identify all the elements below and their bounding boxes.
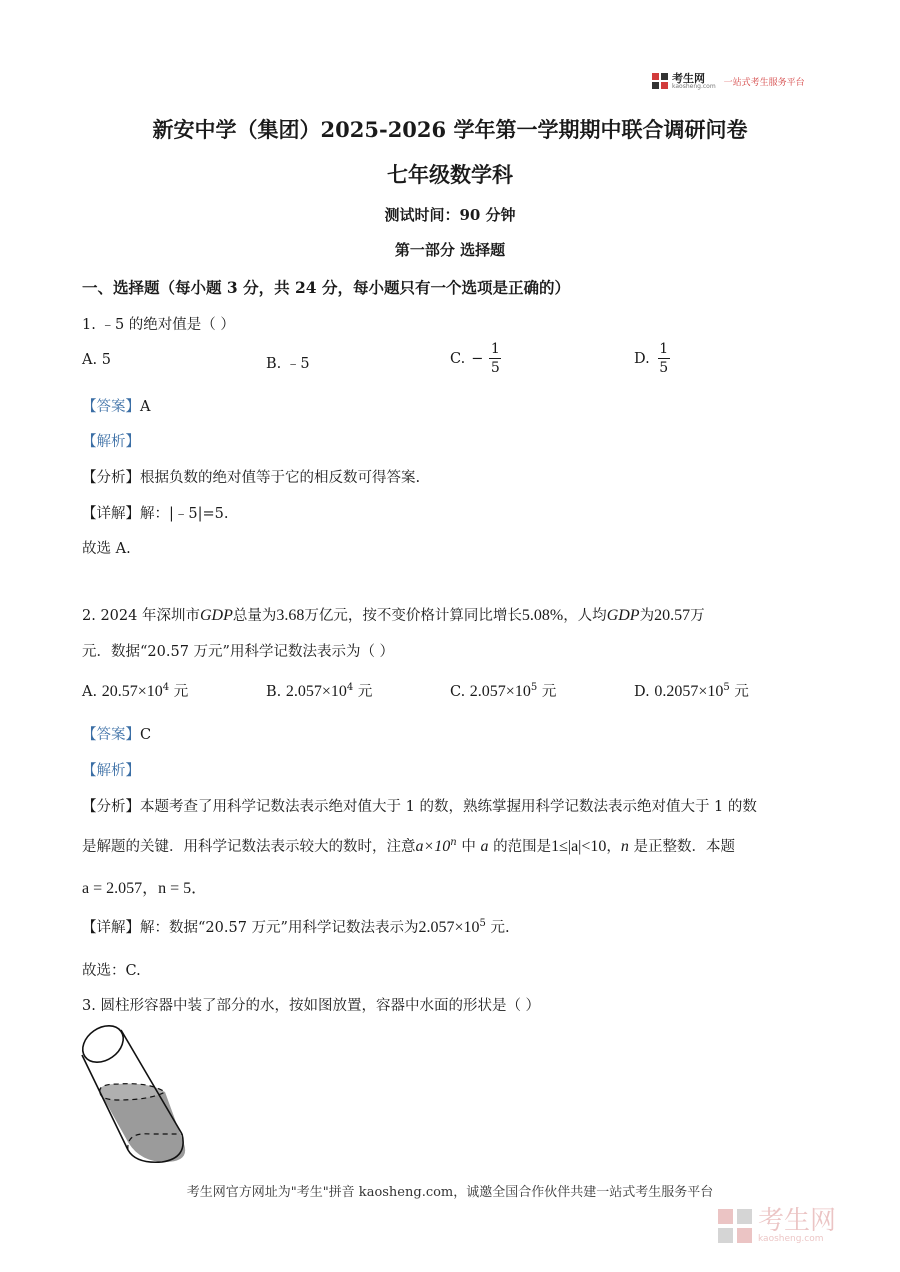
q2-fenxi-n: n — [450, 837, 457, 849]
q1-option-b: B. ﹣5 — [266, 356, 310, 372]
q2-fenxi-ax: a×10 — [415, 838, 451, 855]
xiangjie-tag: 【详解】 — [82, 920, 140, 936]
q2-stem-line2: 元．数据“20.57 万元”用科学记数法表示为（ ） — [82, 644, 395, 660]
q2-fenxi-a: a — [480, 838, 489, 855]
q2-option-d — [634, 680, 749, 701]
q2-value-3: 20.57 — [654, 607, 691, 624]
q2-option-c-unit: 元 — [541, 684, 557, 700]
fenxi-tag: 【分析】 — [82, 799, 140, 815]
q2-stem-d: ，人均 — [563, 608, 607, 624]
q1-answer-value: A — [140, 399, 151, 415]
q1-option-c-fraction — [489, 340, 501, 377]
q1-option-c — [450, 340, 501, 377]
q1-option-d — [634, 340, 670, 377]
q2-option-a — [82, 680, 188, 701]
q2-option-b-unit: 元 — [357, 684, 373, 700]
q1-option-c-denominator: 5 — [490, 360, 500, 376]
q1-option-c-sign: − — [471, 350, 484, 367]
q2-answer — [82, 723, 151, 744]
q2-option-c — [450, 680, 556, 701]
q1-option-d-label: D. — [634, 350, 650, 367]
q2-stem-a: 2. 2024 年深圳市 — [82, 608, 200, 624]
q1-analysis-tag: 【解析】 — [82, 434, 140, 450]
watermark-logo-icon — [718, 1209, 752, 1243]
brand-text — [672, 73, 716, 90]
water-region — [100, 1092, 185, 1162]
q2-option-b-exp: 4 — [346, 682, 354, 694]
footer-note: 考生网官方网址为"考生"拼音 kaosheng.com，诚邀全国合作伙伴共建一站式考生服务平台 — [186, 1185, 714, 1200]
q2-option-d-base: 0.2057×10 — [654, 683, 724, 700]
exam-title: 新安中学（集团）2025-2026 学年第一学期期中联合调研问卷 — [152, 117, 748, 142]
q1-option-c-label: C. — [450, 350, 466, 367]
brand-slogan: 一站式考生服务平台 — [723, 77, 805, 88]
q2-xiangjie-base: 2.057×10 — [418, 919, 480, 936]
answer-tag: 【答案】 — [82, 727, 140, 743]
tilted-cylinder-figure — [70, 1022, 200, 1168]
answer-tag: 【答案】 — [82, 399, 140, 415]
q2-xiangjie-unit: 元. — [490, 920, 510, 936]
q2-fenxi-text-1: 本题考查了用科学记数法表示绝对值大于 1 的数，熟练掌握用科学记数法表示绝对值大于 1 的数 — [140, 799, 757, 815]
q2-option-b-label: B. — [266, 684, 282, 700]
section-heading: 一、选择题（每小题 3 分，共 24 分，每小题只有一个选项是正确的） — [82, 278, 570, 297]
q2-stem-b: 总量为 — [232, 608, 277, 624]
q2-option-a-unit: 元 — [173, 684, 189, 700]
q3-stem: 3. 圆柱形容器中装了部分的水，按如图放置，容器中水面的形状是（ ） — [82, 998, 541, 1014]
q2-option-c-base: 2.057×10 — [469, 683, 531, 700]
q2-value-2: 5.08% — [521, 607, 564, 624]
q2-fenxi-line3: a = 2.057，n = 5． — [82, 880, 208, 897]
q1-option-d-numerator: 1 — [659, 341, 669, 357]
watermark-text — [758, 1208, 836, 1244]
q2-option-b — [266, 680, 372, 701]
q2-fenxi-line1 — [82, 795, 757, 816]
brand-name: 考生网 — [672, 71, 705, 85]
q2-fenxi-text-2c: 的范围是 — [493, 839, 552, 855]
q2-fenxi-text-2d: ， — [606, 839, 621, 855]
duration-title: 测试时间：90 分钟 — [384, 206, 516, 224]
watermark-name: 考生网 — [758, 1206, 837, 1236]
q2-stem-f: 万 — [690, 608, 705, 624]
q2-fenxi-line2 — [82, 835, 735, 856]
watermark-domain: kaosheng.com — [758, 1234, 824, 1244]
q2-xiangjie-exp: 5 — [479, 918, 486, 930]
q1-stem: 1. ﹣5 的绝对值是（ ） — [82, 317, 235, 333]
q2-conclusion: 故选：C. — [82, 963, 141, 979]
q2-xiangjie — [82, 916, 510, 937]
q1-option-c-numerator: 1 — [490, 341, 500, 357]
q2-option-d-unit: 元 — [734, 684, 749, 700]
q1-option-d-fraction — [658, 340, 670, 377]
q1-conclusion: 故选 A. — [82, 541, 131, 557]
q2-option-d-exp: 5 — [723, 682, 730, 694]
q1-fenxi — [82, 466, 420, 487]
xiangjie-tag: 【详解】 — [82, 506, 140, 522]
kaosheng-logo-icon — [652, 73, 668, 89]
cylinder-top-rim — [76, 1022, 130, 1070]
q2-option-a-label: A. — [82, 684, 98, 700]
q2-fenxi-text-2a: 是解题的关键．用科学记数法表示较大的数时，注意 — [82, 839, 416, 855]
q2-stem-line1 — [82, 604, 705, 625]
q2-gdp: GDP — [199, 607, 233, 624]
q2-answer-value: C — [140, 727, 152, 743]
q2-option-d-label: D. — [634, 684, 650, 700]
part-title: 第一部分 选择题 — [394, 241, 506, 259]
q2-fenxi-n2: n — [620, 838, 629, 855]
q2-option-c-label: C. — [450, 684, 466, 700]
q1-option-d-denominator: 5 — [659, 360, 669, 376]
q2-option-a-base: 20.57×10 — [101, 683, 163, 700]
fenxi-tag: 【分析】 — [82, 470, 140, 486]
q2-gdp-2: GDP — [606, 607, 640, 624]
q1-xiangjie-text: 解：|﹣5|=5. — [140, 506, 229, 522]
q2-fenxi-text-2e: 是正整数．本题 — [633, 839, 735, 855]
q1-answer — [82, 395, 150, 416]
brand-logo — [652, 72, 805, 90]
q2-value-1: 3.68 — [276, 607, 305, 624]
subject-title: 七年级数学科 — [387, 162, 513, 187]
q2-fenxi-text-2b: 中 — [461, 839, 476, 855]
q2-fenxi-range: 1≤|a|<10 — [551, 838, 607, 855]
q2-option-b-base: 2.057×10 — [285, 683, 347, 700]
watermark — [718, 1208, 836, 1244]
q1-xiangjie — [82, 502, 228, 523]
q2-option-c-exp: 5 — [530, 682, 538, 694]
q2-option-a-exp: 4 — [162, 682, 170, 694]
q1-fenxi-text: 根据负数的绝对值等于它的相反数可得答案. — [140, 470, 421, 486]
q1-option-a: A. 5 — [82, 352, 111, 368]
q2-stem-e: 为 — [639, 608, 655, 624]
q2-stem-c: 万亿元，按不变价格计算同比增长 — [304, 608, 522, 624]
q2-xiangjie-text: 解：数据“20.57 万元”用科学记数法表示为 — [140, 920, 419, 936]
brand-domain: kaosheng.com — [672, 82, 716, 90]
q2-analysis-tag: 【解析】 — [82, 763, 140, 779]
